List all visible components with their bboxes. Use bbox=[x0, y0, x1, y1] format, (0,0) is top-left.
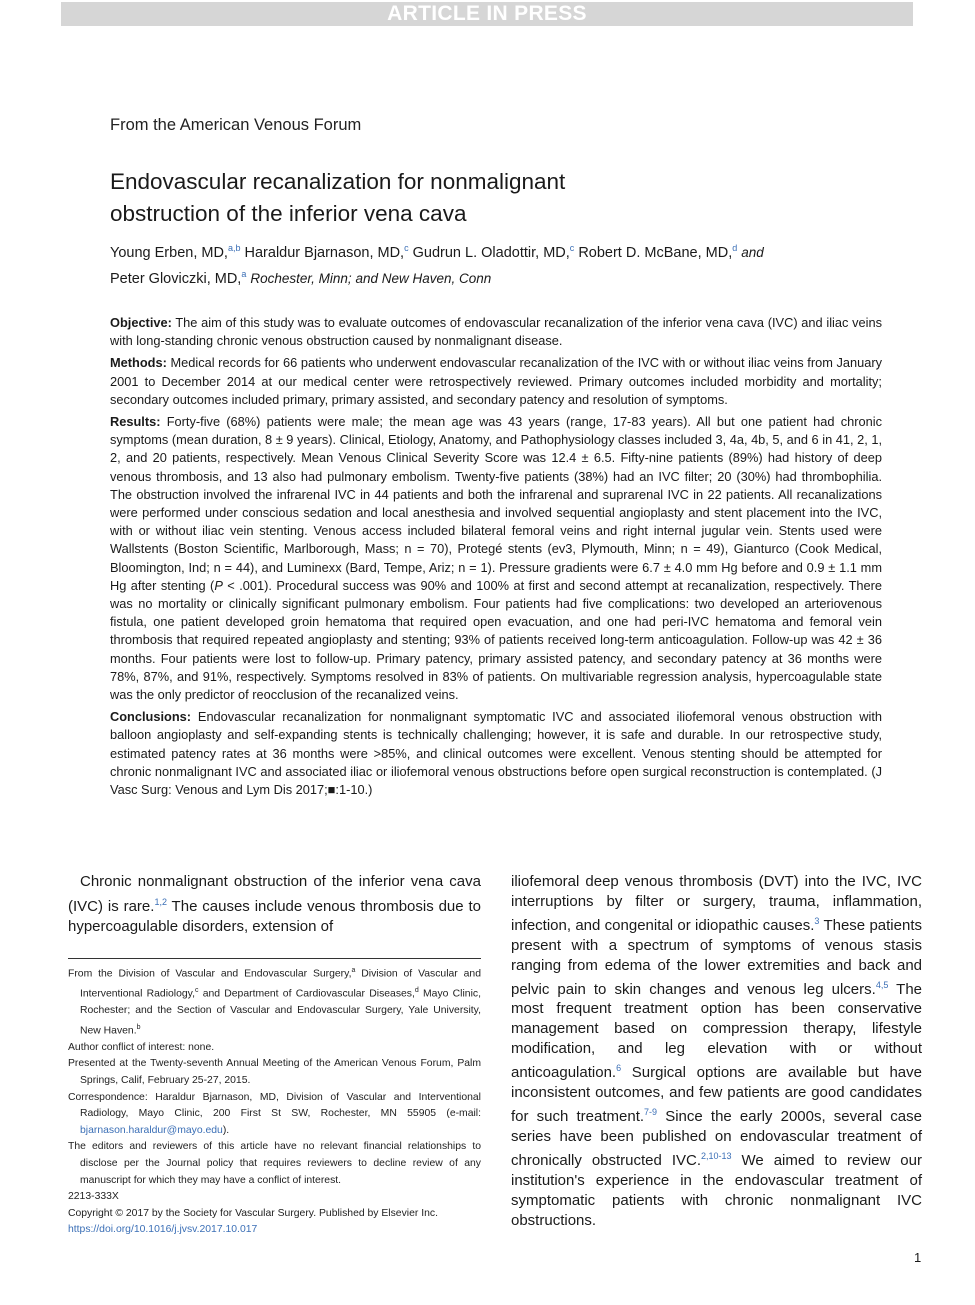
article-in-press-banner: ARTICLE IN PRESS bbox=[61, 2, 913, 26]
conclusions-text: Endovascular recanalization for nonmalignant symptomatic IVC and associated iliofemoral venous obstruction with balloon angioplasty and self-expanding stents is technically challenging; however, it is safe and durable. In our retrospective study, estimated patency rates at 36 months were >85%, and clinical outcomes were excellent. Venous stenting should be attempted for chronic nonmalignant IVC and associated iliac or iliofemoral venous obstructions before open surgical reconstruction is contemplated. (J Vasc Surg: Venous and Lym Dis 2017;■:1-10.) bbox=[110, 709, 882, 798]
footnote-divider bbox=[68, 958, 481, 959]
affiliation-marker: b bbox=[136, 1023, 141, 1031]
author-conjunction: and bbox=[741, 244, 764, 260]
p-value-symbol: P bbox=[214, 577, 223, 593]
results-text: Forty-five (68%) patients were male; the mean age was 43 years (range, 17-83 years). All but one patient had chronic symptoms (mean duration, 8 ± 9 years). Clinical, Etiology, Anatomy, and Pathophysiology classes included 3, 4a, 4b, 5, and 6 in 41, 2, 1, 2, and 20 patients, respectively. Mean Venous Clinical Severity Score was 12.4 ± 6.5. Fifty-nine patients (89%) had history of deep venous thrombosis, and 13 also had pulmonary embolism. Twenty-five patients (38%) had an IVC filter; 20 (30%) had thrombophilia. The obstruction involved the infrarenal IVC in 44 patients and both the infrarenal and suprarenal IVC in 22 patients. All recanalizations were performed under conscious sedation and local anesthesia and involved sequential angioplasty and stent placement into the IVC, with or without iliac vein stenting. Venous access included bilateral femoral veins and right internal jugular vein. Stents used were Wallstents (Boston Scientific, Marlborough, Mass; n = 70), Protegé stents (ev3, Plymouth, Minn; n = 49), Gianturco (Cook Medical, Bloomington, Ind; n = 44), and Luminexx (Bard, Tempe, Ariz; n = 1). Pressure gradients were 6.7 ± 4.0 mm Hg before and 0.9 ± 1.1 mm Hg after stenting ( bbox=[110, 414, 882, 593]
citation-link[interactable]: 4,5 bbox=[875, 979, 889, 990]
intro-paragraph bbox=[68, 872, 481, 937]
intro-paragraph-continued bbox=[511, 872, 922, 1230]
body-text: Surgical options are available but have inconsistent outcomes, and few patients are good candidates for such treatment. bbox=[511, 1064, 922, 1125]
title-line-1: Endovascular recanalization for nonmalignant bbox=[110, 169, 566, 194]
editors-footnote: The editors and reviewers of this article have no relevant financial relationships to disclose per the Journal policy that requires reviewers to decline review of any manuscript for which they may have a conflict of interest. bbox=[68, 1141, 481, 1186]
author-name: Gudrun L. Oladottir, MD, bbox=[412, 244, 570, 261]
conclusions-label: Conclusions: bbox=[110, 709, 192, 725]
results-text-continued: < .001). Procedural success was 90% and 100% at first and second attempt at recanalization, respectively. There was no mortality or clinically significant pulmonary embolism. Four patients had five complications: two developed an arteriovenous fistula, one patient developed groin hematoma that required open evacuation, and one had peri-IVC hematoma and femoral vein thrombosis that required repeated angioplasty and stenting; 93% of patients received long-term anticoagulation. Follow-up was 42 ± 36 months. Four patients were lost to follow-up. Primary patency, primary assisted patency, and secondary patency at 36 months were 78%, 87%, and 91%, respectively. Symptoms resolved in 83% of patients. On multivariable regression analysis, hypercoagulable state was the only predictor of reocclusion of the recanalized veins. bbox=[110, 577, 882, 703]
author-location: Rochester, Minn; and New Haven, Conn bbox=[250, 270, 492, 286]
citation-link[interactable]: 7-9 bbox=[644, 1106, 658, 1117]
body-text: Chronic nonmalignant obstruction of the inferior vena cava (IVC) is rare. bbox=[68, 873, 481, 915]
affiliation-marker[interactable]: d bbox=[732, 243, 738, 253]
citation-link[interactable]: 6 bbox=[616, 1063, 622, 1074]
objective-label: Objective: bbox=[110, 315, 172, 330]
author-name: Young Erben, MD, bbox=[110, 244, 228, 261]
citation-link[interactable]: 2,10-13 bbox=[701, 1150, 732, 1161]
copyright: Copyright © 2017 by the Society for Vascular Surgery. Published by Elsevier Inc. bbox=[68, 1207, 438, 1219]
affiliations-footnote bbox=[68, 963, 481, 1040]
author-name: Haraldur Bjarnason, MD, bbox=[244, 244, 405, 261]
body-column-left bbox=[68, 872, 481, 937]
body-text: Since the early 2000s, several case series have been published on endovascular treatment of chronically obstructed IVC. bbox=[511, 1107, 922, 1169]
footnote-text: ). bbox=[222, 1124, 230, 1136]
body-text: The causes include venous thrombosis due to hypercoagulable disorders, extension of bbox=[68, 898, 481, 935]
page-number: 1 bbox=[914, 1250, 922, 1265]
abstract-methods bbox=[110, 354, 882, 409]
presented-footnote: Presented at the Twenty-seventh Annual Meeting of the American Venous Forum, Palm Springs, Calif, February 25-27, 2015. bbox=[68, 1058, 481, 1086]
article-title bbox=[110, 166, 810, 230]
author-name: Robert D. McBane, MD, bbox=[578, 244, 733, 261]
objective-text: The aim of this study was to evaluate outcomes of endovascular recanalization of the inferior vena cava (IVC) and iliac veins with long-standing chronic venous obstruction caused by nonmalignant disease. bbox=[110, 315, 882, 349]
doi-line bbox=[68, 1222, 481, 1239]
footnote-text: and Department of Cardiovascular Diseases, bbox=[198, 988, 415, 1000]
affiliation-marker[interactable]: a bbox=[241, 268, 247, 279]
abstract-objective bbox=[110, 314, 882, 350]
doi-link[interactable]: https://doi.org/10.1016/j.jvsv.2017.10.017 bbox=[68, 1224, 258, 1236]
author-list bbox=[110, 238, 880, 290]
body-text: These patients present with a spectrum of symptoms of venous stasis ranging from edema of the lower extremities and back and pelvic pain to skin changes and venous leg ulcers. bbox=[511, 916, 922, 998]
citation-link[interactable]: 3 bbox=[814, 915, 820, 926]
author-name: Peter Gloviczki, MD, bbox=[110, 270, 242, 287]
citation-link[interactable]: 1,2 bbox=[154, 897, 167, 907]
footnote-text: From the Division of Vascular and Endovascular Surgery, bbox=[68, 968, 352, 980]
methods-label: Methods: bbox=[110, 355, 167, 371]
affiliation-marker: d bbox=[414, 987, 419, 995]
body-column-right bbox=[511, 872, 922, 1230]
affiliation-marker[interactable]: c bbox=[569, 243, 575, 253]
affiliation-marker: a bbox=[351, 967, 356, 974]
conflict-footnote: Author conflict of interest: none. bbox=[68, 1041, 215, 1053]
footnote-text: Mayo Clinic, Rochester; and the Section of Vascular and Endovascular Surgery, Yale University, New Haven. bbox=[80, 988, 481, 1037]
affiliation-marker: c bbox=[194, 987, 199, 995]
title-line-2: obstruction of the inferior vena cava bbox=[110, 201, 467, 226]
issn: 2213-333X bbox=[68, 1191, 119, 1203]
body-text: We aimed to review our institution's experience in the endovascular treatment of symptomatic patients with chronic nonmalignant IVC obstructions. bbox=[511, 1151, 922, 1229]
abstract-results bbox=[110, 413, 882, 704]
footnote-text: Correspondence: Haraldur Bjarnason, MD, Division of Vascular and Interventional Radiology, Mayo Clinic, 200 First St SW, Rochester, MN 55905 (e-mail: bbox=[68, 1091, 481, 1120]
footnotes bbox=[68, 963, 481, 1239]
footnote-text: Division of Vascular and Interventional Radiology, bbox=[80, 968, 481, 1000]
section-label: From the American Venous Forum bbox=[110, 116, 362, 134]
methods-text: Medical records for 66 patients who underwent endovascular recanalization of the IVC with or without iliac veins from January 2001 to December 2014 at our medical center were retrospectively reviewed. Primary outcomes included morbidity and mortality; secondary outcomes included primary, primary assisted, and secondary patency and resolution of symptoms. bbox=[110, 355, 882, 407]
body-text: iliofemoral deep venous thrombosis (DVT) into the IVC, IVC interruptions by filter or surgery, trauma, inflammation, infection, and congenital or idiopathic causes. bbox=[511, 873, 922, 934]
abstract-conclusions bbox=[110, 708, 882, 799]
email-link[interactable]: bjarnason.haraldur@mayo.edu bbox=[80, 1124, 223, 1136]
body-text: The most frequent treatment option has been conservative management based on compression therapy, lifestyle modification, and leg elevation with or without anticoagulation. bbox=[511, 980, 922, 1082]
abstract bbox=[110, 314, 882, 803]
affiliation-marker[interactable]: c bbox=[404, 243, 409, 253]
correspondence-footnote bbox=[68, 1090, 481, 1140]
affiliation-marker[interactable]: a,b bbox=[227, 243, 241, 253]
results-label: Results: bbox=[110, 414, 161, 430]
